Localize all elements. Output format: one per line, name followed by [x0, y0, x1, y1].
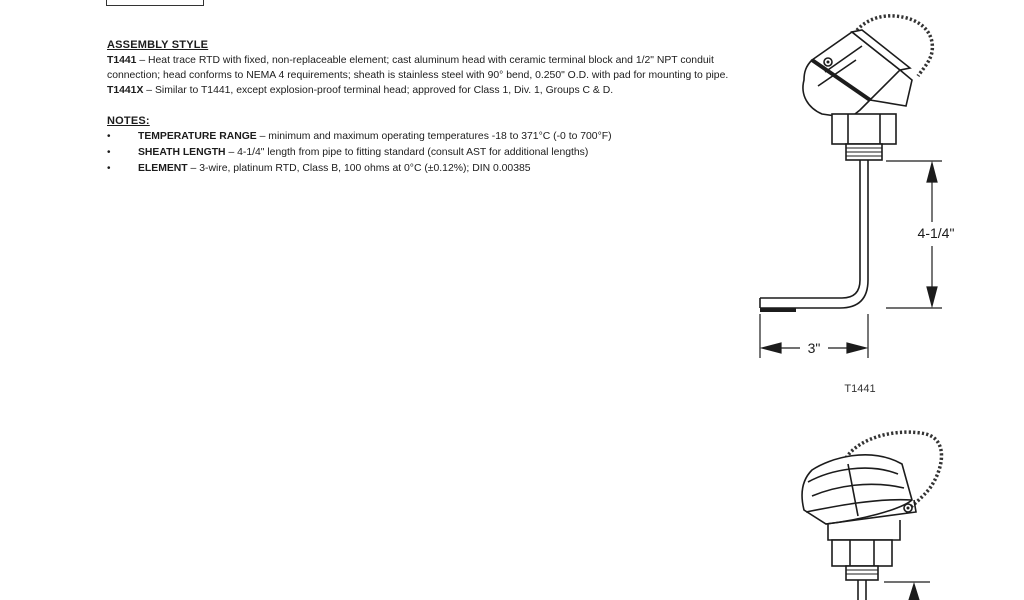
dim-vertical-label: 4-1/4"	[917, 225, 955, 241]
notes-heading: NOTES:	[107, 115, 150, 127]
conduit-fitting-icon	[828, 520, 900, 600]
note-text: – 3-wire, platinum RTD, Class B, 100 ohms at 0°C (±0.12%); DIN 0.00385	[187, 163, 531, 174]
explosion-proof-head-icon	[802, 455, 916, 524]
conduit-fitting-icon	[832, 114, 896, 160]
assembly-style-heading: ASSEMBLY STYLE	[107, 39, 209, 51]
model-code: T1441X	[107, 85, 144, 96]
note-text: – minimum and maximum operating temperatures -18 to 371°C (-0 to 700°F)	[256, 131, 612, 142]
model-description: – Heat trace RTD with fixed, non-replaceable element; cast aluminum head with ceramic terminal block and 1/2" NPT conduit connection; head conforms to NEMA 4 requirements; sheath is stainless steel with 90° bend, 0.250" O.D. with pad for mounting to pipe.	[107, 55, 729, 81]
terminal-head-icon	[803, 30, 912, 118]
note-term: SHEATH LENGTH	[138, 147, 226, 158]
figure-caption: T1441	[844, 383, 876, 395]
note-text: – 4-1/4" length from pipe to fitting standard (consult AST for additional lengths)	[225, 147, 589, 158]
t1441x-drawing	[802, 432, 941, 600]
dim-horizontal-label: 3"	[807, 340, 821, 356]
model-code: T1441	[107, 55, 137, 66]
dimension-vertical	[884, 582, 930, 600]
note-term: ELEMENT	[138, 163, 188, 174]
note-term: TEMPERATURE RANGE	[138, 131, 257, 142]
t1441-drawing	[760, 16, 942, 358]
model-description: – Similar to T1441, except explosion-proof terminal head; approved for Class 1, Div. 1, Groups C & D.	[143, 85, 614, 96]
sheath-tube-icon	[760, 160, 868, 312]
